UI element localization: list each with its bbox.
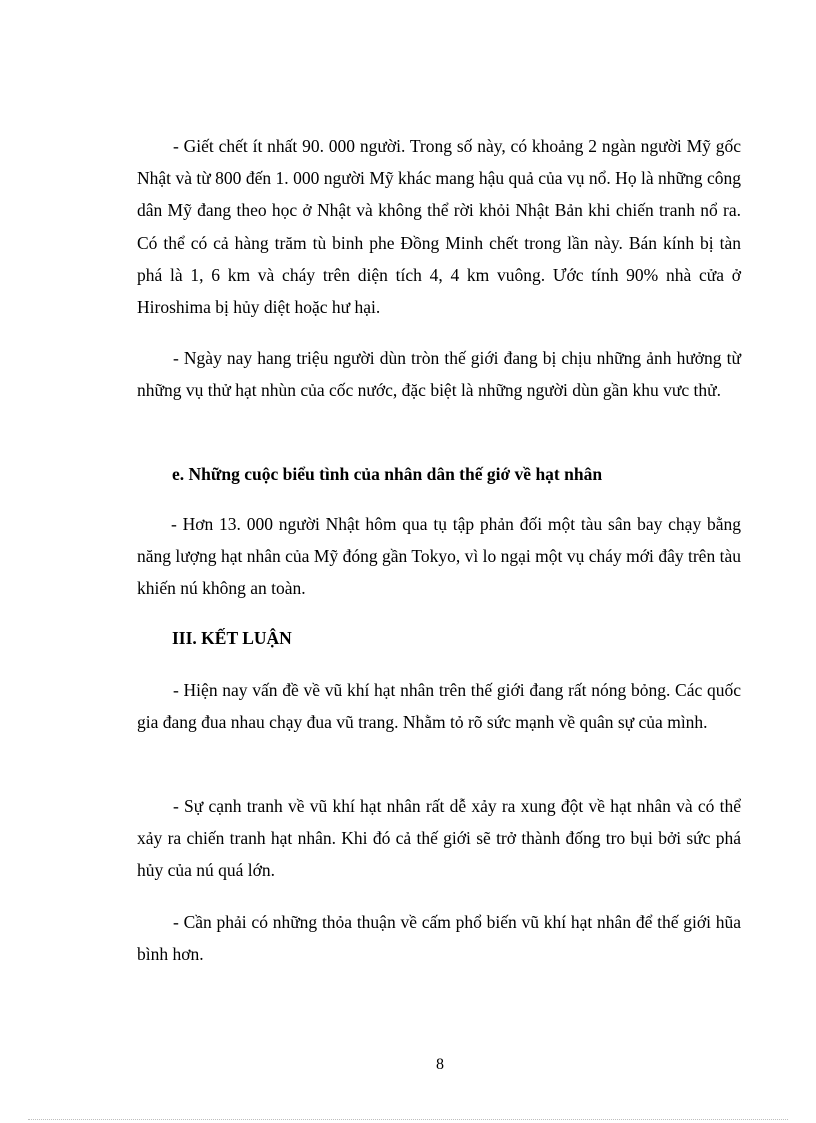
paragraph-nuclear-tests-effects: - Ngày nay hang triệu người dùn tròn thế giới đang bị chịu những ảnh hưởng từ những vụ thử hạt nhùn của cốc nước, đặc biệt là những người dùn gần khu vưc thử. <box>137 348 741 401</box>
paragraph-conclusion-arms-race: - Hiện nay vấn đề về vũ khí hạt nhân trên thế giới đang rất nóng bỏng. Các quốc gia đang đua nhau chạy đua vũ trang. Nhằm tỏ rõ sức mạnh về quân sự của mình. <box>137 680 741 733</box>
paragraph-conclusion-agreements: - Cần phải có những thỏa thuận về cấm phổ biến vũ khí hạt nhân để thế giới hũa bình hơn. <box>137 912 741 965</box>
paragraph-hiroshima-casualties: - Giết chết ít nhất 90. 000 người. Trong số này, có khoảng 2 ngàn người Mỹ gốc Nhật và từ 800 đến 1. 000 người Mỹ khác mang hậu quả của vụ nổ. Họ là những công dân Mỹ đang theo học ở Nhật và không thể rời khỏi Nhật Bản khi chiến tranh nổ ra. Có thể có cả hàng trăm tù binh phe Đồng Minh chết trong lần này. Bán kính bị tàn phá là 1, 6 km và cháy trên diện tích 4, 4 km vuông. Ước tính 90% nhà cửa ở Hiroshima bị hủy diệt hoặc hư hại. <box>137 136 741 318</box>
page-bottom-divider <box>28 1119 788 1120</box>
heading-conclusion: III. KẾT LUẬN <box>172 628 292 648</box>
heading-section-e: e. Những cuộc biểu tình của nhân dân thế giớ về hạt nhân <box>172 464 603 484</box>
paragraph-tokyo-protest: - Hơn 13. 000 người Nhật hôm qua tụ tập phản đối một tàu sân bay chạy bằng năng lượng hạt nhân của Mỹ đóng gần Tokyo, vì lo ngại một vụ cháy mới đây trên tàu khiến nú không an toàn. <box>137 514 741 599</box>
paragraph-conclusion-conflict: - Sự cạnh tranh về vũ khí hạt nhân rất dễ xảy ra xung đột về hạt nhân và có thể xảy ra chiến tranh hạt nhân. Khi đó cả thế giới sẽ trở thành đống tro bụi bởi sức phá hủy của nú quá lớn. <box>137 796 741 881</box>
page-number: 8 <box>436 1056 444 1073</box>
